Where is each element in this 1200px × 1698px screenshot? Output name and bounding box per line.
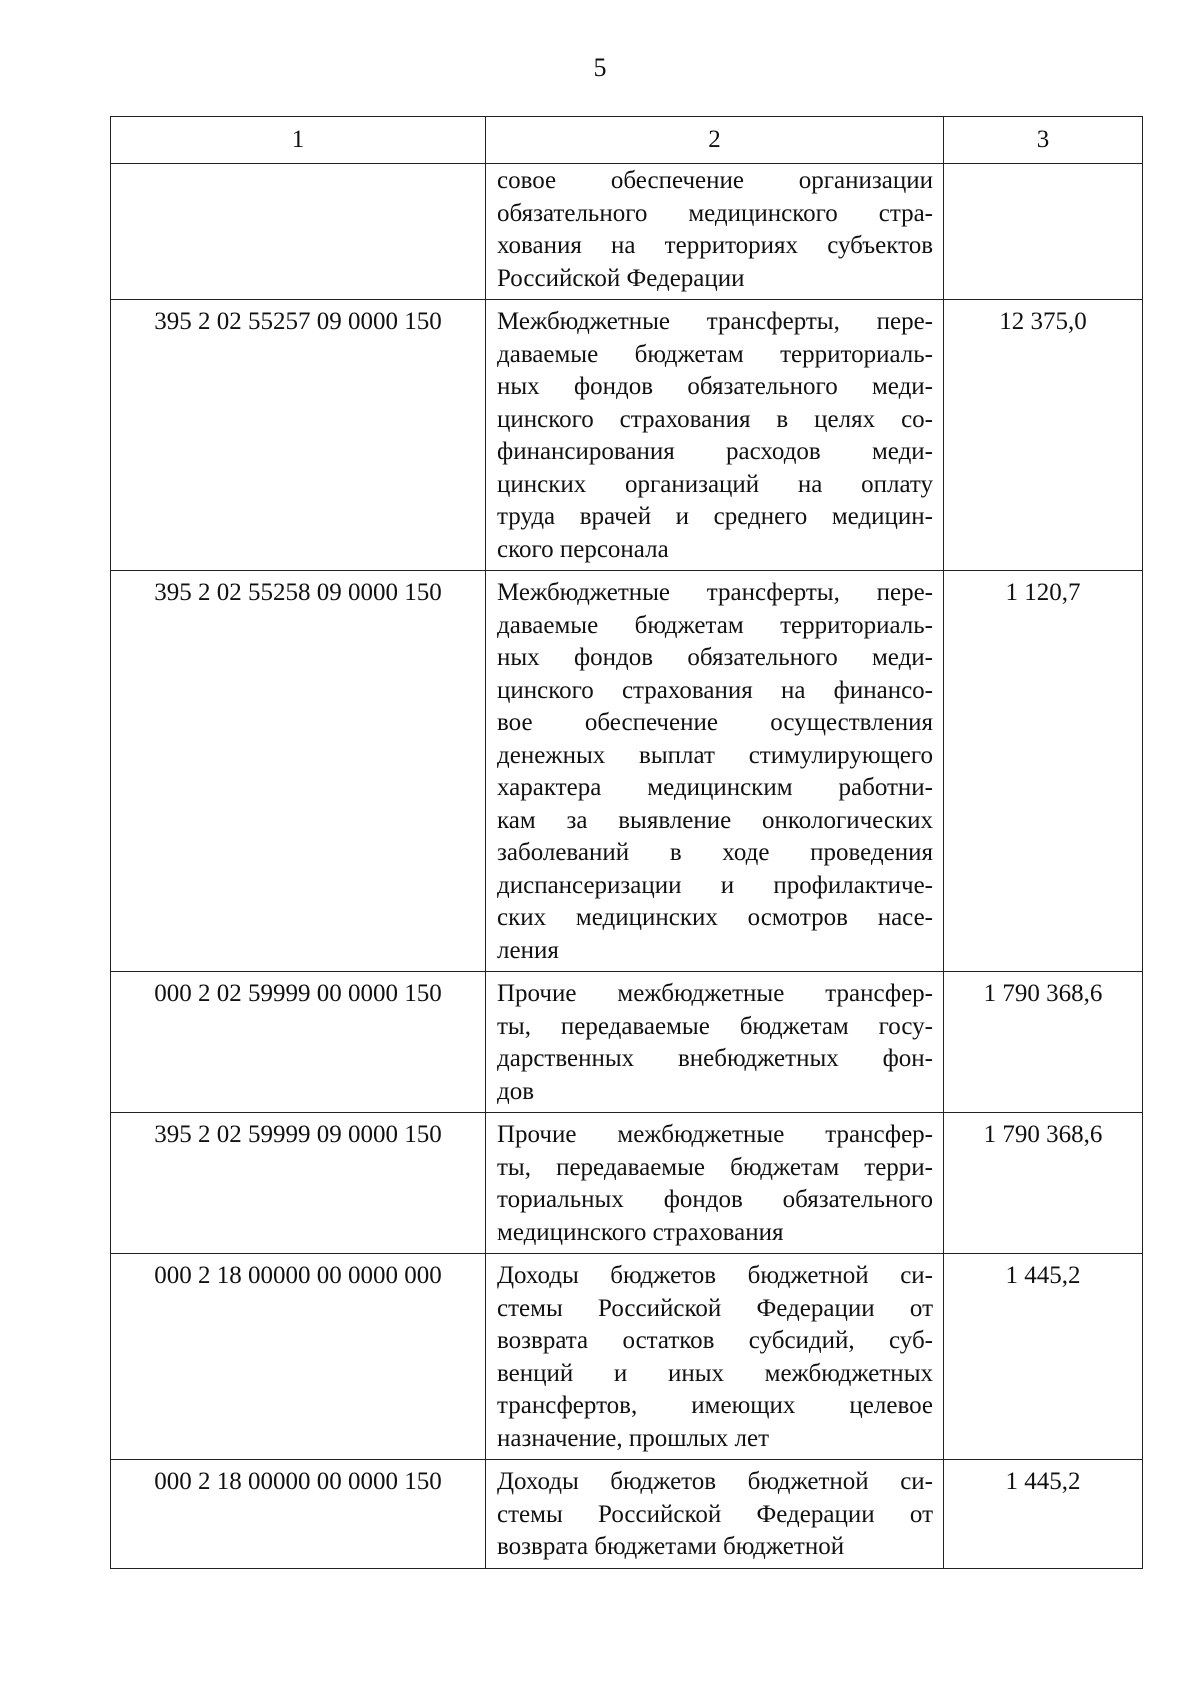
revenue-name-cell	[486, 571, 944, 972]
revenue-name-cell	[486, 164, 944, 300]
revenue-name-line: Прочие межбюджетные трансфер-	[497, 1121, 933, 1148]
revenue-name-line: возврата остатков субсидий, суб-	[497, 1327, 933, 1354]
table-row	[111, 1113, 1143, 1254]
revenue-name-line: обязательного медицинского стра-	[497, 199, 933, 227]
column-header-amount: 3	[944, 117, 1143, 164]
budget-revenue-table	[110, 116, 1143, 1569]
revenue-name-line: денежных выплат стимулирующего	[497, 741, 933, 769]
revenue-name-line: труда врачей и среднего медицин-	[497, 503, 933, 530]
amount-cell: 1 445,2	[944, 1460, 1143, 1569]
table-body	[111, 164, 1143, 1569]
revenue-name-cell	[486, 1254, 944, 1460]
revenue-name-cell	[486, 972, 944, 1113]
budget-code-cell: 395 2 02 59999 09 0000 150	[111, 1113, 486, 1254]
amount-cell: 12 375,0	[944, 300, 1143, 571]
revenue-name-line: Российской Федерации	[497, 264, 745, 292]
revenue-name-line: заболеваний в ходе проведения	[497, 839, 933, 866]
revenue-name-line: ных фондов обязательного меди-	[497, 373, 933, 400]
table-row	[111, 972, 1143, 1113]
revenue-name-line: венций и иных межбюджетных	[497, 1359, 933, 1387]
revenue-name-line: дов	[497, 1077, 535, 1105]
revenue-name-line: Прочие межбюджетные трансфер-	[497, 980, 933, 1007]
revenue-name-line: ториальных фондов обязательного	[497, 1186, 933, 1213]
revenue-name-line: возврата бюджетами бюджетной	[497, 1533, 845, 1560]
revenue-name-line: цинского страхования в целях со-	[497, 405, 933, 433]
revenue-name-line: диспансеризации и профилактиче-	[497, 871, 933, 899]
revenue-name-line: Доходы бюджетов бюджетной си-	[497, 1468, 933, 1495]
revenue-name-line: даваемые бюджетам территориаль-	[497, 340, 933, 368]
revenue-name-line: медицинского страхования	[497, 1218, 784, 1246]
budget-code-cell: 000 2 18 00000 00 0000 150	[111, 1460, 486, 1569]
budget-code-cell: 395 2 02 55258 09 0000 150	[111, 571, 486, 972]
column-header-name: 2	[486, 117, 944, 164]
amount-cell	[944, 164, 1143, 300]
budget-code-cell	[111, 164, 486, 300]
revenue-name-line: характера медицинским работни-	[497, 774, 933, 801]
revenue-name-line: назначение, прошлых лет	[497, 1424, 769, 1452]
revenue-name-cell	[486, 300, 944, 571]
revenue-name-line: Межбюджетные трансферты, пере-	[497, 579, 933, 606]
revenue-name-line: ты, передаваемые бюджетам госу-	[497, 1012, 933, 1040]
budget-code-cell: 000 2 18 00000 00 0000 000	[111, 1254, 486, 1460]
amount-cell: 1 790 368,6	[944, 972, 1143, 1113]
revenue-name-cell	[486, 1113, 944, 1254]
table-row	[111, 1254, 1143, 1460]
revenue-name-line: даваемые бюджетам территориаль-	[497, 611, 933, 639]
budget-code-cell: 395 2 02 55257 09 0000 150	[111, 300, 486, 571]
revenue-name-line: ления	[497, 936, 559, 964]
revenue-name-line: ского персонала	[497, 535, 669, 563]
amount-cell: 1 120,7	[944, 571, 1143, 972]
revenue-name-line: Доходы бюджетов бюджетной си-	[497, 1262, 933, 1289]
table-header-row	[111, 117, 1143, 164]
table-row	[111, 300, 1143, 571]
revenue-name-line: хования на территориях субъектов	[497, 232, 933, 259]
revenue-name-line: кам за выявление онкологических	[497, 806, 933, 834]
revenue-name-line: стемы Российской Федерации от	[497, 1500, 933, 1528]
revenue-name-line: дарственных внебюджетных фон-	[497, 1045, 933, 1072]
revenue-name-line: цинского страхования на финансо-	[497, 676, 933, 704]
revenue-name-line: ты, передаваемые бюджетам терри-	[497, 1153, 933, 1181]
revenue-name-line: стемы Российской Федерации от	[497, 1294, 933, 1322]
amount-cell: 1 445,2	[944, 1254, 1143, 1460]
budget-code-cell: 000 2 02 59999 00 0000 150	[111, 972, 486, 1113]
revenue-name-line: трансфертов, имеющих целевое	[497, 1392, 933, 1419]
revenue-name-line: ских медицинских осмотров насе-	[497, 904, 933, 931]
column-header-code: 1	[111, 117, 486, 164]
amount-cell: 1 790 368,6	[944, 1113, 1143, 1254]
table-row	[111, 1460, 1143, 1569]
page-number: 5	[593, 53, 607, 82]
revenue-name-line: цинских организаций на оплату	[497, 470, 933, 498]
revenue-name-line: вое обеспечение осуществления	[497, 709, 933, 736]
revenue-name-line: совое обеспечение организации	[497, 167, 933, 194]
table-row	[111, 164, 1143, 300]
revenue-name-line: ных фондов обязательного меди-	[497, 644, 933, 671]
table-row	[111, 571, 1143, 972]
revenue-name-cell	[486, 1460, 944, 1569]
revenue-name-line: финансирования расходов меди-	[497, 438, 933, 465]
revenue-name-line: Межбюджетные трансферты, пере-	[497, 308, 933, 335]
